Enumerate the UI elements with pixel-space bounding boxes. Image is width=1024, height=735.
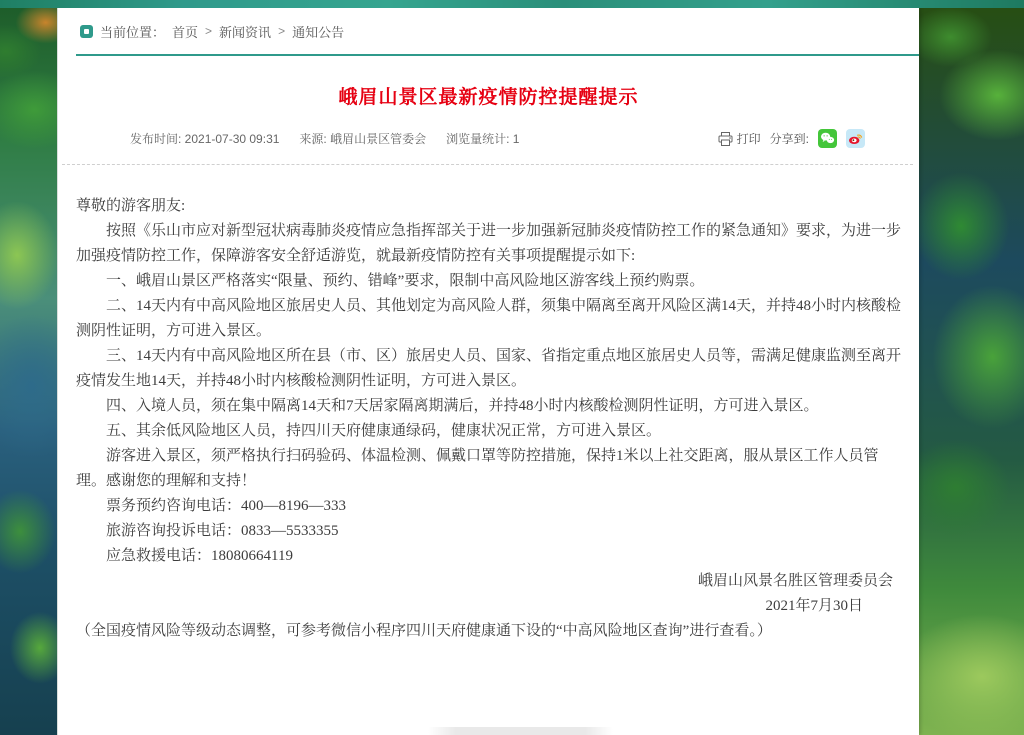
breadcrumb-link-notices[interactable]: 通知公告 (292, 24, 345, 40)
signature: 峨眉山风景名胜区管理委员会 (697, 573, 893, 589)
faint-cutoff-text (428, 727, 613, 735)
phone-complaint: 旅游咨询投诉电话：0833—5533355 (106, 523, 339, 539)
breadcrumb-separator: > (278, 24, 286, 38)
share-label: 分享到: (769, 132, 809, 146)
article-meta (130, 130, 519, 147)
content-column (57, 8, 919, 735)
phone-emergency: 应急救援电话：18080664119 (106, 548, 293, 564)
breadcrumb-link-home[interactable]: 首页 (172, 24, 199, 40)
print-icon (718, 132, 733, 146)
paragraph-item-2: 二、14天内有中高风险地区旅居史人员、其他划定为高风险人群，须集中隔离至离开风险区满14天，并持48小时内核酸检测阴性证明，方可进入景区。 (76, 298, 902, 339)
article-meta-row (58, 109, 919, 160)
paragraph-measures: 游客进入景区，须严格执行扫码验码、体温检测、佩戴口罩等防控措施，保持1米以上社交距离，服从景区工作人员管理。感谢您的理解和支持！ (76, 448, 879, 489)
paragraph-intro: 按照《乐山市应对新型冠状病毒肺炎疫情应急指挥部关于进一步加强新冠肺炎疫情防控工作的紧急通知》要求，为进一步加强疫情防控工作，保障游客安全舒适游览，就最新疫情防控有关事项提醒提示如下: (76, 223, 902, 264)
background-photo-right (919, 8, 1024, 735)
paragraph-item-3: 三、14天内有中高风险地区所在县（市、区）旅居史人员、国家、省指定重点地区旅居史人员等，需满足健康监测至离开疫情发生地14天，并持48小时内核酸检测阴性证明，方可进入景区。 (76, 348, 902, 389)
print-button[interactable] (718, 130, 761, 147)
paragraph-item-1: 一、峨眉山景区严格落实“限量、预约、错峰”要求，限制中高风险地区游客线上预约购票。 (106, 273, 705, 289)
phone-ticket: 票务预约咨询电话：400—8196—333 (106, 498, 347, 514)
paragraph-item-4: 四、入境人员，须在集中隔离14天和7天居家隔离期满后，并持48小时内核酸检测阴性证明，方可进入景区。 (106, 398, 819, 414)
top-accent-bar (0, 0, 1024, 8)
signature-date: 2021年7月30日 (765, 598, 863, 614)
breadcrumb-marker-icon (80, 25, 93, 38)
breadcrumb-link-news[interactable]: 新闻资讯 (219, 24, 272, 40)
view-count: 浏览量统计: 1 (446, 132, 520, 146)
breadcrumb-label: 当前位置： (100, 24, 166, 40)
breadcrumb (76, 8, 919, 56)
wechat-share-icon[interactable] (818, 129, 837, 148)
background-photo-left (0, 8, 57, 735)
source: 来源: 峨眉山景区管委会 (299, 132, 427, 146)
footnote: （全国疫情风险等级动态调整，可参考微信小程序四川天府健康通下设的“中高风险地区查询”进行查看。） (76, 623, 772, 639)
print-label: 打印 (736, 132, 761, 146)
paragraph-salutation: 尊敬的游客朋友: (76, 198, 186, 214)
breadcrumb-separator: > (205, 24, 213, 38)
publish-time: 发布时间: 2021-07-30 09:31 (130, 132, 280, 146)
page-title: 峨眉山景区最新疫情防控提醒提示 (338, 87, 639, 108)
article-actions (718, 129, 865, 148)
weibo-share-icon[interactable] (846, 129, 865, 148)
article-body (58, 165, 919, 644)
paragraph-item-5: 五、其余低风险地区人员，持四川天府健康通绿码，健康状况正常，方可进入景区。 (106, 423, 662, 439)
